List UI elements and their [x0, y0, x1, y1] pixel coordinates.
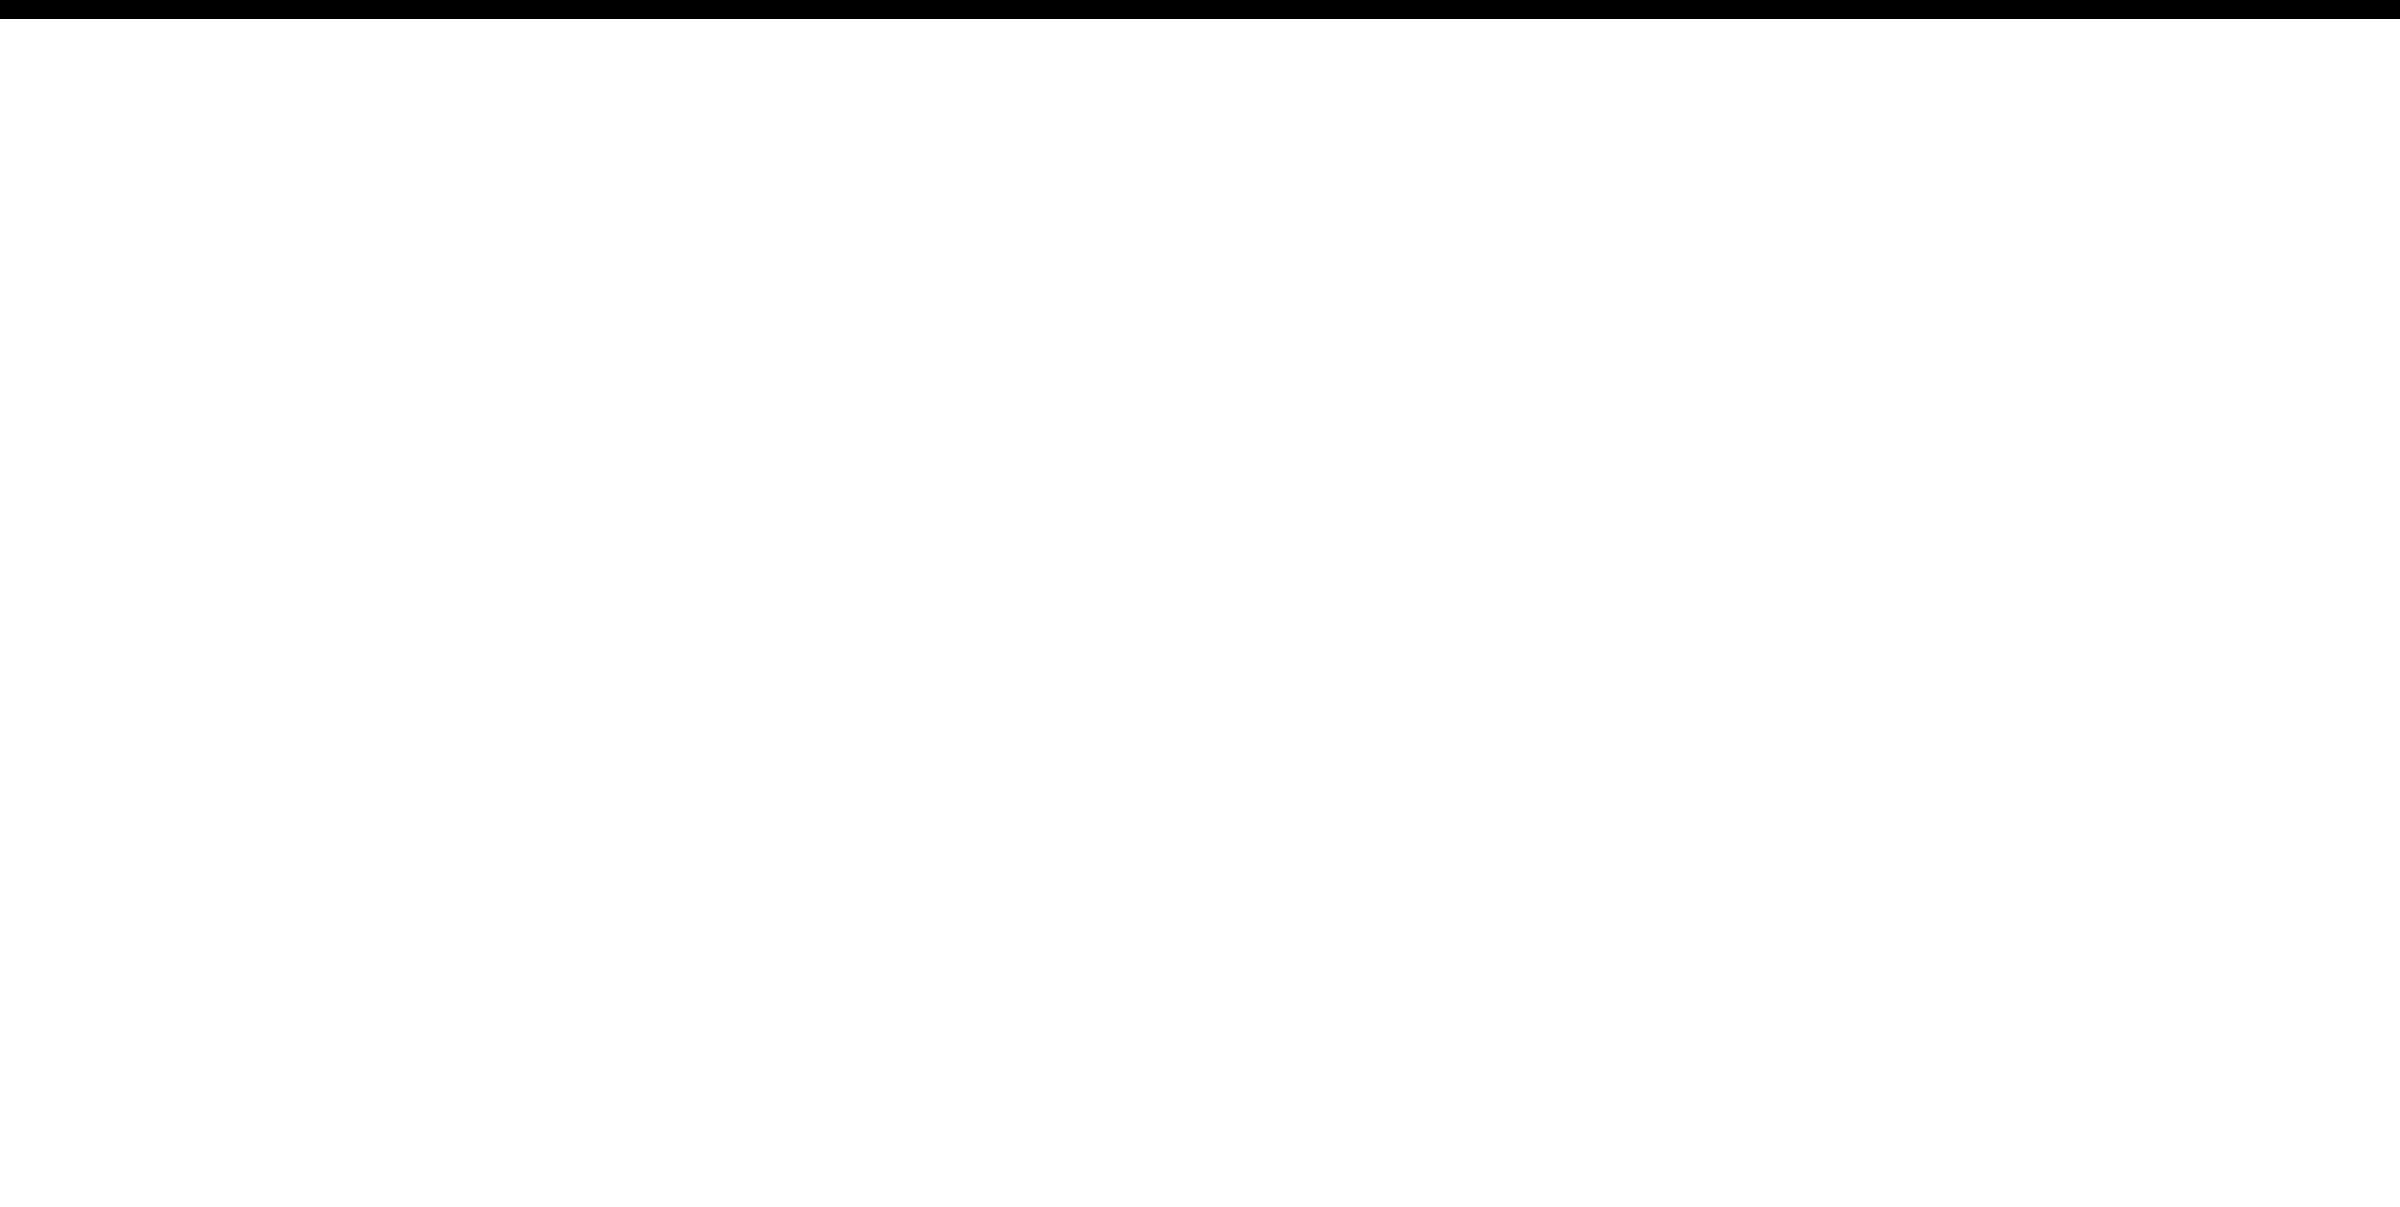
column-header-row	[0, 0, 2400, 19]
